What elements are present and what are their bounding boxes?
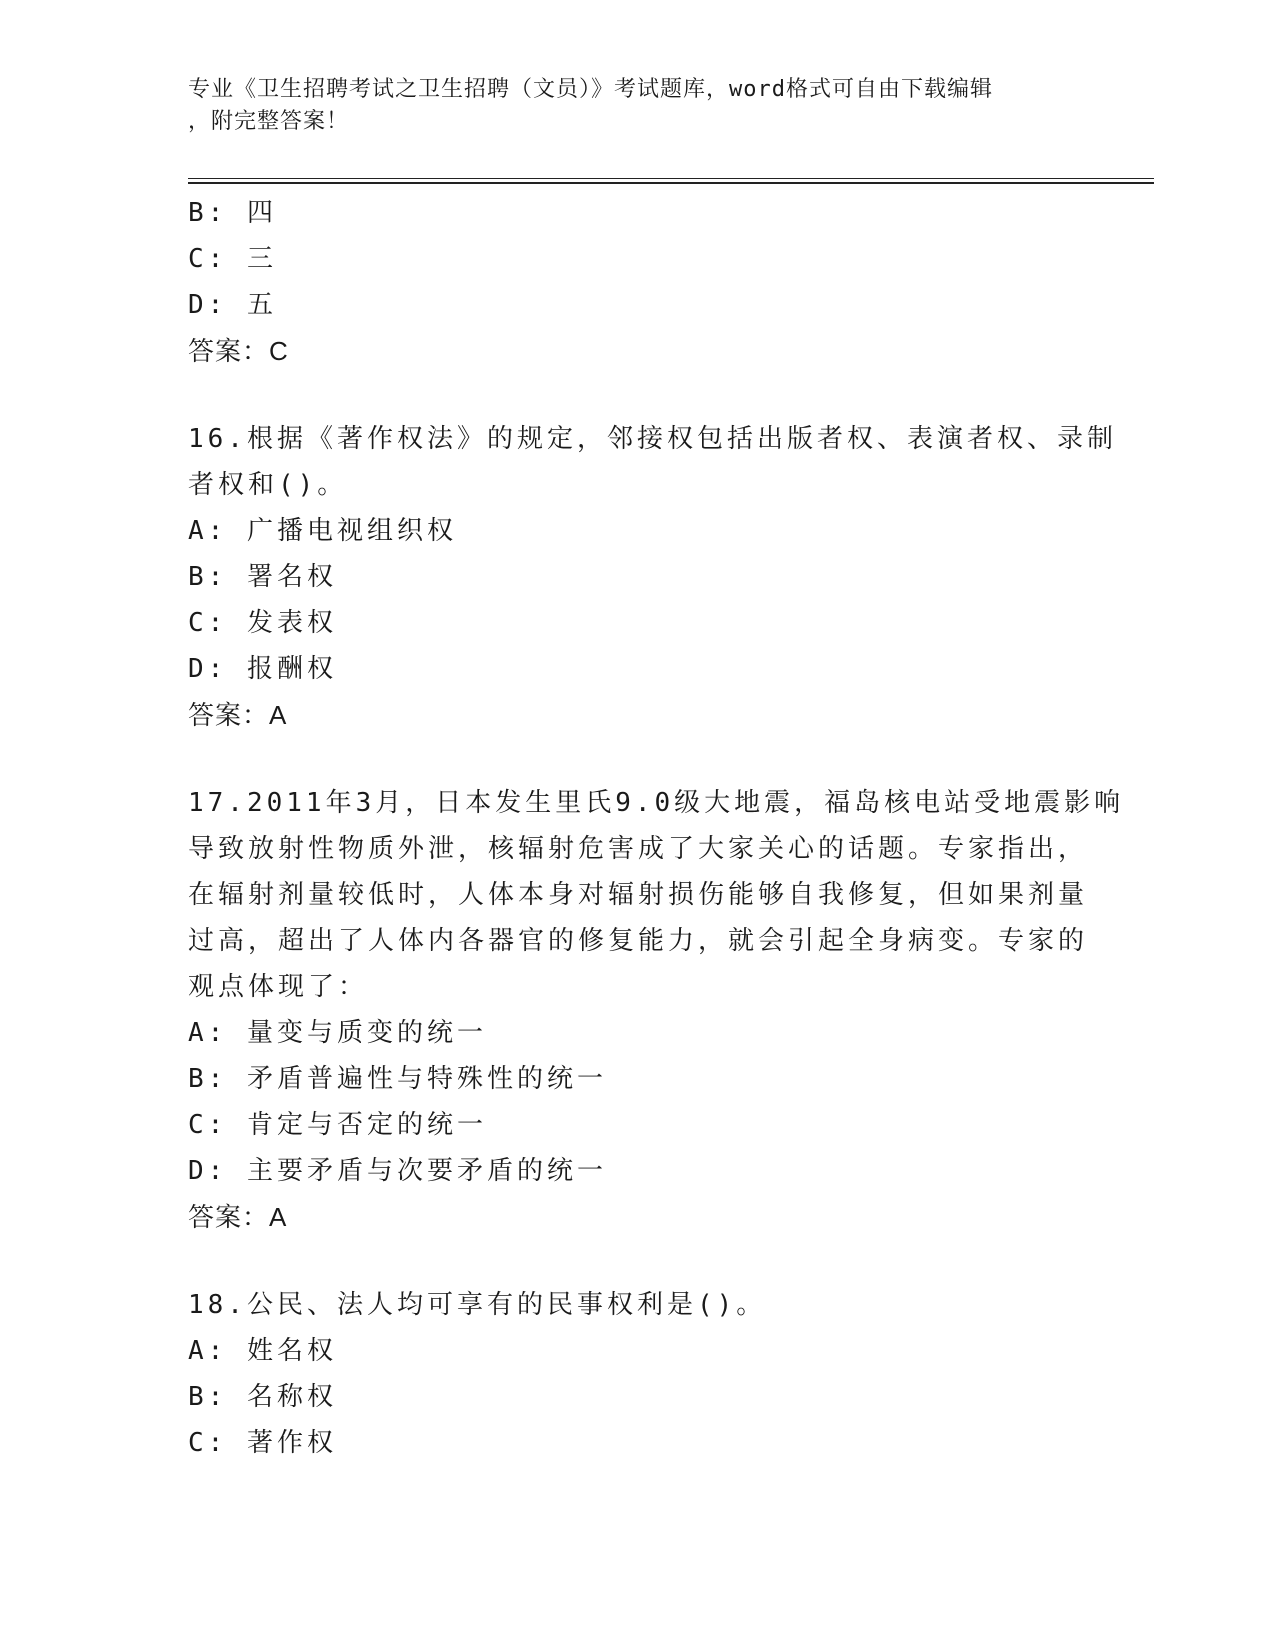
answer: 答案：A <box>188 700 288 730</box>
question-stem <box>188 416 1117 508</box>
stem-line: 16.根据《著作权法》的规定，邻接权包括出版者权、表演者权、录制 <box>188 424 1117 454</box>
header-rule-thin <box>188 178 1154 179</box>
stem-line: 者权和()。 <box>188 470 348 500</box>
answer: 答案：C <box>188 336 289 366</box>
option-c: C: 发表权 <box>188 608 337 638</box>
option-d: D: 五 <box>188 290 277 320</box>
option-c: C: 三 <box>188 244 277 274</box>
option-c: C: 著作权 <box>188 1428 337 1458</box>
question-17 <box>188 780 1125 1240</box>
option-b: B: 矛盾普遍性与特殊性的统一 <box>188 1064 607 1094</box>
stem-line: 在辐射剂量较低时，人体本身对辐射损伤能够自我修复，但如果剂量 <box>188 880 1089 910</box>
stem-line: 18.公民、法人均可享有的民事权利是()。 <box>188 1290 767 1320</box>
answer: 答案：A <box>188 1202 288 1232</box>
question-16 <box>188 416 1117 738</box>
option-c: C: 肯定与否定的统一 <box>188 1110 487 1140</box>
option-d: D: 主要矛盾与次要矛盾的统一 <box>188 1156 607 1186</box>
option-a: A: 姓名权 <box>188 1336 337 1366</box>
document-header <box>188 74 1088 138</box>
question-stem <box>188 1282 1088 1328</box>
stem-line: 17.2011年3月，日本发生里氏9.0级大地震，福岛核电站受地震影响 <box>188 788 1125 818</box>
header-line-2: ，附完整答案！ <box>188 109 350 134</box>
option-a: A: 量变与质变的统一 <box>188 1018 487 1048</box>
option-a: A: 广播电视组织权 <box>188 516 457 546</box>
stem-line: 观点体现了： <box>188 972 369 1002</box>
option-b: B: 四 <box>188 198 277 228</box>
question-list <box>188 190 1125 1466</box>
question-18 <box>188 1282 1088 1466</box>
stem-line: 过高，超出了人体内各器官的修复能力，就会引起全身病变。专家的 <box>188 926 1089 956</box>
option-b: B: 名称权 <box>188 1382 337 1412</box>
question-15-tail <box>188 190 1088 374</box>
option-d: D: 报酬权 <box>188 654 337 684</box>
option-b: B: 署名权 <box>188 562 337 592</box>
stem-line: 导致放射性物质外泄，核辐射危害成了大家关心的话题。专家指出， <box>188 834 1089 864</box>
header-rule-thick <box>188 182 1154 184</box>
question-stem <box>188 780 1125 1010</box>
header-line-1: 专业《卫生招聘考试之卫生招聘（文员）》考试题库，word格式可自由下载编辑 <box>188 77 993 102</box>
